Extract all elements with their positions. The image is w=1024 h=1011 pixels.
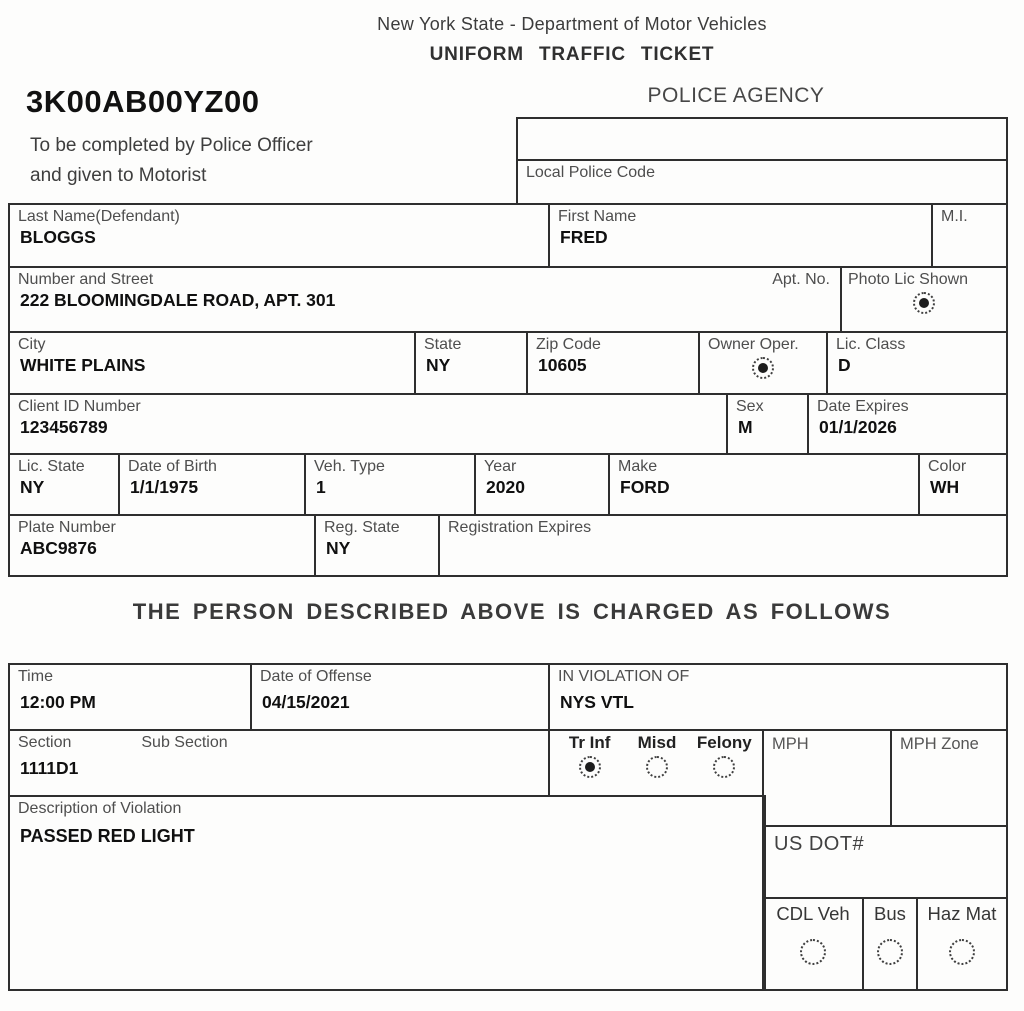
field-veh-type-value: 1 xyxy=(316,477,326,497)
field-lic-state-value: NY xyxy=(20,477,45,497)
field-reg-expires-value xyxy=(440,537,1006,538)
tr-inf-circle-icon xyxy=(579,756,601,778)
field-sex-label: Sex xyxy=(736,398,764,415)
field-section-label: Section xyxy=(18,734,72,751)
field-dob xyxy=(120,455,306,514)
field-bus xyxy=(862,897,918,991)
field-mi-label: M.I. xyxy=(941,208,968,225)
field-make-value: FORD xyxy=(620,477,670,497)
field-lic-state xyxy=(10,455,120,514)
cdl-veh-circle-icon xyxy=(800,939,826,965)
field-us-dot-label: US DOT# xyxy=(774,833,865,855)
field-lic-class-value: D xyxy=(838,355,851,375)
felony-circle-icon xyxy=(713,756,735,778)
field-reg-state xyxy=(316,516,440,575)
field-date-expires xyxy=(809,395,1006,453)
misd-circle-icon xyxy=(646,756,668,778)
table-row xyxy=(10,268,1006,333)
field-date-of-offense-value: 04/15/2021 xyxy=(262,692,350,712)
field-client-id-value: 123456789 xyxy=(20,417,108,437)
local-police-code-value xyxy=(518,182,1006,183)
field-apt-no-label: Apt. No. xyxy=(772,271,830,288)
local-police-code-field xyxy=(518,161,1006,183)
field-color-value: WH xyxy=(930,477,960,497)
field-reg-expires xyxy=(440,516,1006,575)
field-mi-value xyxy=(933,226,1006,227)
field-lic-class-label: Lic. Class xyxy=(836,336,906,353)
option-misd xyxy=(623,733,690,778)
field-state-value: NY xyxy=(426,355,451,375)
field-reg-expires-label: Registration Expires xyxy=(448,519,592,536)
field-dob-label: Date of Birth xyxy=(128,458,217,475)
field-client-id xyxy=(10,395,728,453)
field-state-label: State xyxy=(424,336,462,353)
field-us-dot xyxy=(762,825,1008,899)
field-time-label: Time xyxy=(18,668,53,685)
field-photo-lic-shown xyxy=(842,268,1006,331)
field-color-label: Color xyxy=(928,458,967,475)
field-reg-state-value: NY xyxy=(326,538,351,558)
field-color xyxy=(920,455,1006,514)
field-mph-zone-value xyxy=(892,754,1006,755)
bus-circle-icon xyxy=(877,939,903,965)
table-row xyxy=(10,516,1006,575)
field-sub-section-label: Sub Section xyxy=(141,734,228,751)
field-mph-value xyxy=(764,754,890,755)
field-description-label: Description of Violation xyxy=(18,800,182,817)
field-in-violation-of-label: IN VIOLATION OF xyxy=(558,668,690,685)
field-photo-lic-shown-label: Photo Lic Shown xyxy=(848,271,969,288)
field-owner-oper-label: Owner Oper. xyxy=(708,336,799,353)
field-plate-label: Plate Number xyxy=(18,519,116,536)
field-us-dot-value xyxy=(764,856,1006,857)
field-plate-value: ABC9876 xyxy=(20,538,97,558)
field-first-name-value: FRED xyxy=(560,227,608,247)
officer-note xyxy=(30,131,313,191)
field-time xyxy=(8,663,252,731)
field-haz-mat xyxy=(916,897,1008,991)
field-mph-zone-label: MPH Zone xyxy=(900,735,979,753)
option-tr-inf-label: Tr Inf xyxy=(568,733,611,752)
field-mph xyxy=(762,729,892,827)
owner-oper-circle-icon xyxy=(752,357,774,379)
field-street xyxy=(10,268,842,331)
field-mph-zone xyxy=(890,729,1008,827)
field-time-value: 12:00 PM xyxy=(20,692,96,712)
field-date-expires-label: Date Expires xyxy=(817,398,909,415)
field-lic-state-label: Lic. State xyxy=(18,458,85,475)
field-last-name xyxy=(10,205,550,266)
police-agency-box xyxy=(516,117,1008,205)
field-section-value: 1111D1 xyxy=(20,758,79,778)
field-state xyxy=(416,333,528,393)
field-description-value: PASSED RED LIGHT xyxy=(20,826,195,846)
field-date-expires-value: 01/1/2026 xyxy=(819,417,897,437)
field-year-value: 2020 xyxy=(486,477,525,497)
defendant-table xyxy=(8,203,1008,577)
field-year xyxy=(476,455,610,514)
field-haz-mat-label: Haz Mat xyxy=(927,903,997,924)
officer-note-line2: and given to Motorist xyxy=(30,165,207,186)
form-header-line2: UNIFORM TRAFFIC TICKET xyxy=(429,44,715,65)
field-zip xyxy=(528,333,700,393)
field-make-label: Make xyxy=(618,458,658,475)
police-agency-field xyxy=(518,119,1006,161)
form-header-line1: New York State - Department of Motor Vehicles xyxy=(377,14,767,34)
option-felony-label: Felony xyxy=(696,733,752,752)
haz-mat-circle-icon xyxy=(949,939,975,965)
field-cdl-veh-label: CDL Veh xyxy=(776,903,850,924)
police-agency-value xyxy=(518,119,1006,120)
field-description xyxy=(8,795,766,991)
field-reg-state-label: Reg. State xyxy=(324,519,400,536)
field-plate xyxy=(10,516,316,575)
field-mi xyxy=(933,205,1006,266)
field-first-name-label: First Name xyxy=(558,208,637,225)
charged-banner: THE PERSON DESCRIBED ABOVE IS CHARGED AS FOLLOWS xyxy=(132,599,892,624)
field-date-of-offense-label: Date of Offense xyxy=(260,668,372,685)
field-client-id-label: Client ID Number xyxy=(18,398,141,415)
field-street-label: Number and Street xyxy=(18,271,154,288)
field-lic-class xyxy=(828,333,1006,393)
table-row xyxy=(10,455,1006,516)
field-sex xyxy=(728,395,809,453)
field-cdl-veh xyxy=(762,897,864,991)
field-last-name-label: Last Name(Defendant) xyxy=(18,208,180,225)
option-tr-inf xyxy=(556,733,623,778)
ticket-number: 3K00AB00YZ00 xyxy=(26,84,260,119)
field-street-value: 222 BLOOMINGDALE ROAD, APT. 301 xyxy=(20,290,336,310)
field-section xyxy=(8,729,550,797)
photo-lic-shown-circle-icon xyxy=(913,292,935,314)
field-last-name-value: BLOGGS xyxy=(20,227,96,247)
table-row xyxy=(10,333,1006,395)
field-make xyxy=(610,455,920,514)
field-city-label: City xyxy=(18,336,46,353)
police-agency-title: POLICE AGENCY xyxy=(647,84,825,107)
field-in-violation-of-value: NYS VTL xyxy=(560,692,634,712)
field-city-value: WHITE PLAINS xyxy=(20,355,146,375)
local-police-code-label: Local Police Code xyxy=(526,164,655,181)
field-veh-type xyxy=(306,455,476,514)
offense-class-group xyxy=(548,729,764,797)
field-in-violation-of xyxy=(548,663,1008,731)
field-date-of-offense xyxy=(250,663,550,731)
field-city xyxy=(10,333,416,393)
table-row xyxy=(10,205,1006,268)
option-felony xyxy=(691,733,758,778)
field-year-label: Year xyxy=(484,458,517,475)
officer-note-line1: To be completed by Police Officer xyxy=(30,135,313,156)
field-first-name xyxy=(550,205,933,266)
field-sex-value: M xyxy=(738,417,753,437)
field-zip-value: 10605 xyxy=(538,355,587,375)
table-row xyxy=(10,395,1006,455)
field-dob-value: 1/1/1975 xyxy=(130,477,199,497)
field-zip-label: Zip Code xyxy=(536,336,601,353)
field-mph-label: MPH xyxy=(772,735,809,753)
field-bus-label: Bus xyxy=(874,903,906,924)
field-owner-oper xyxy=(700,333,828,393)
field-veh-type-label: Veh. Type xyxy=(314,458,385,475)
option-misd-label: Misd xyxy=(637,733,677,752)
